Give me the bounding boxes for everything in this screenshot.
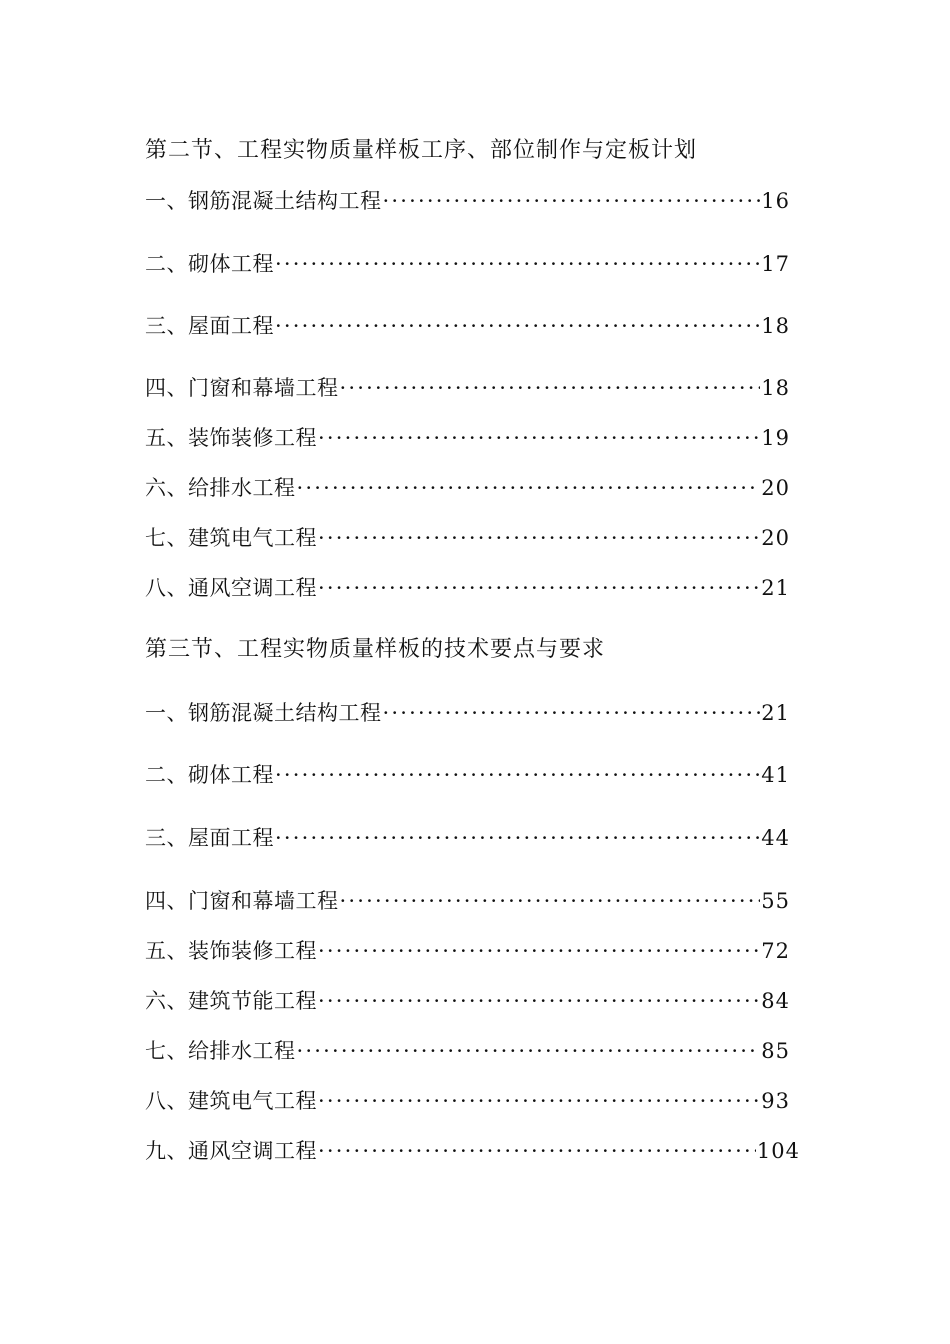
dot-leader (318, 988, 760, 1014)
dot-leader (318, 525, 760, 551)
toc-entry-label: 八、通风空调工程 (145, 576, 317, 600)
toc-entry[interactable] (145, 313, 790, 339)
dot-leader (275, 313, 760, 339)
toc-page-number: 18 (761, 376, 790, 400)
toc-entry[interactable] (145, 762, 790, 788)
toc-entry[interactable] (145, 1088, 790, 1114)
toc-page-number: 85 (761, 1039, 790, 1063)
section-heading-2: 第二节、工程实物质量样板工序、部位制作与定板计划 (145, 138, 698, 163)
toc-page-number: 20 (761, 526, 790, 550)
toc-entry[interactable] (145, 1038, 790, 1064)
dot-leader (383, 700, 761, 726)
toc-page-number: 18 (761, 314, 790, 338)
toc-entry[interactable] (145, 475, 790, 501)
toc-page-number: 93 (761, 1089, 790, 1113)
toc-entry[interactable] (145, 525, 790, 551)
toc-page-number: 16 (761, 189, 790, 213)
toc-entry[interactable] (145, 825, 790, 851)
toc-page-number: 21 (761, 576, 790, 600)
toc-entry[interactable] (145, 575, 790, 601)
dot-leader (340, 888, 761, 914)
dot-leader (297, 475, 761, 501)
toc-page-number: 104 (756, 1139, 800, 1163)
section-heading-3: 第三节、工程实物质量样板的技术要点与要求 (145, 637, 606, 662)
toc-page-number: 21 (761, 701, 790, 725)
dot-leader (275, 825, 760, 851)
toc-entry-label: 四、门窗和幕墙工程 (145, 376, 339, 400)
toc-entry[interactable] (145, 938, 790, 964)
toc-page-number: 84 (761, 989, 790, 1013)
toc-entry-label: 三、屋面工程 (145, 826, 274, 850)
toc-entry-label: 七、建筑电气工程 (145, 526, 317, 550)
dot-leader (275, 251, 760, 277)
toc-page-number: 55 (761, 889, 790, 913)
toc-entry[interactable] (145, 375, 790, 401)
toc-page-number: 44 (761, 826, 790, 850)
toc-entry[interactable] (145, 188, 790, 214)
toc-entry-label: 七、给排水工程 (145, 1039, 296, 1063)
toc-entry[interactable] (145, 700, 790, 726)
toc-entry-label: 六、建筑节能工程 (145, 989, 317, 1013)
toc-page-number: 41 (761, 763, 790, 787)
toc-entry-label: 二、砌体工程 (145, 252, 274, 276)
dot-leader (318, 425, 760, 451)
toc-entry[interactable] (145, 425, 790, 451)
toc-entry[interactable] (145, 888, 790, 914)
toc-entry-label: 六、给排水工程 (145, 476, 296, 500)
toc-entry-label: 五、装饰装修工程 (145, 939, 317, 963)
toc-entry-label: 一、钢筋混凝土结构工程 (145, 701, 382, 725)
toc-entry-label: 四、门窗和幕墙工程 (145, 889, 339, 913)
dot-leader (297, 1038, 761, 1064)
toc-entry-label: 五、装饰装修工程 (145, 426, 317, 450)
toc-entry[interactable] (145, 1138, 800, 1164)
dot-leader (318, 938, 760, 964)
dot-leader (340, 375, 761, 401)
toc-page-number: 19 (761, 426, 790, 450)
toc-entry-label: 二、砌体工程 (145, 763, 274, 787)
dot-leader (383, 188, 761, 214)
toc-entry[interactable] (145, 988, 790, 1014)
toc-page-number: 20 (761, 476, 790, 500)
dot-leader (318, 1138, 756, 1164)
toc-entry-label: 一、钢筋混凝土结构工程 (145, 189, 382, 213)
toc-entry[interactable] (145, 251, 790, 277)
toc-page-number: 17 (761, 252, 790, 276)
dot-leader (318, 575, 760, 601)
toc-entry-label: 三、屋面工程 (145, 314, 274, 338)
toc-page-number: 72 (761, 939, 790, 963)
dot-leader (275, 762, 760, 788)
dot-leader (318, 1088, 760, 1114)
toc-entry-label: 八、建筑电气工程 (145, 1089, 317, 1113)
toc-entry-label: 九、通风空调工程 (145, 1139, 317, 1163)
